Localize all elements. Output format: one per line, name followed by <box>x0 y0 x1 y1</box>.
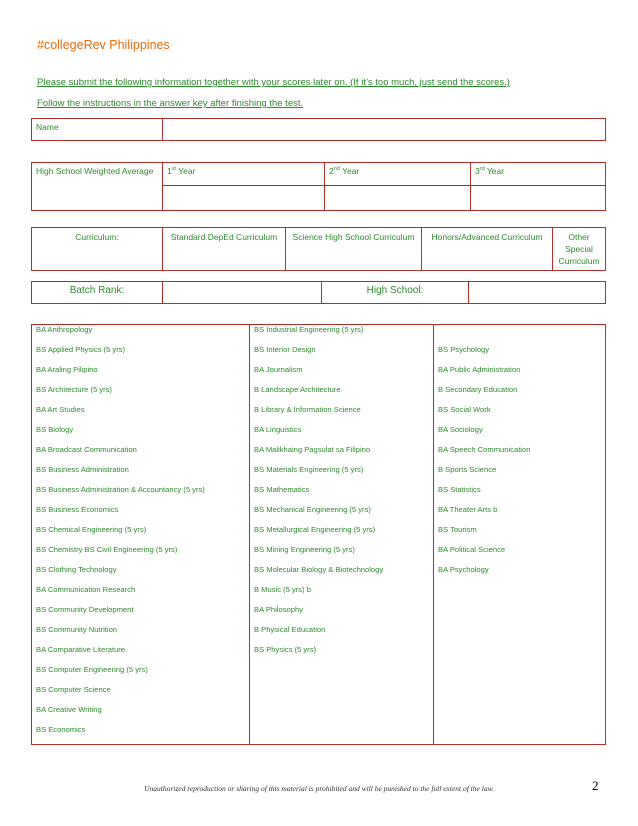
curriculum-option-honors[interactable]: Honors/Advanced Curriculum <box>422 228 553 271</box>
courses-table <box>31 324 606 745</box>
course-item: BS Community Nutrition <box>36 625 118 634</box>
course-item: BS Metallurgical Engineering (5 yrs) <box>254 525 376 534</box>
course-item: BS Architecture (5 yrs) <box>36 385 112 394</box>
course-item: BS Tourism <box>438 525 477 534</box>
course-item: BS Materials Engineering (5 yrs) <box>254 465 364 474</box>
instruction-answer-key: Follow the instructions in the answer key after finishing the test. <box>37 98 304 109</box>
course-item: B Sports Science <box>438 465 497 474</box>
high-school-field[interactable] <box>469 282 606 304</box>
course-item: BS Statistics <box>438 485 481 494</box>
course-item: BA Communication Research <box>36 585 136 594</box>
course-item: BA Sociology <box>438 425 483 434</box>
course-item: BA Philosophy <box>254 605 303 614</box>
course-item: BS Psychology <box>438 345 490 354</box>
course-item: BS Computer Science <box>36 685 111 694</box>
course-item: B Library & Information Science <box>254 405 361 414</box>
course-item: BA Public Administration <box>438 365 521 374</box>
document-title: #collegeRev Philippines <box>37 38 170 52</box>
name-label: Name <box>32 119 163 141</box>
course-item: B Physical Education <box>254 625 326 634</box>
course-item: BS Social Work <box>438 405 491 414</box>
curriculum-table <box>31 227 606 271</box>
courses-column-2 <box>250 325 434 745</box>
course-item: BS Business Administration <box>36 465 129 474</box>
course-item: BS Computer Engineering (5 yrs) <box>36 665 148 674</box>
course-item: BS Industrial Engineering (5 yrs) <box>254 325 364 334</box>
course-item: BS Biology <box>36 425 74 434</box>
course-item: BS Community Development <box>36 605 134 614</box>
curriculum-option-standard[interactable]: Standard DepEd Curriculum <box>163 228 286 271</box>
course-item: BS Interior Design <box>254 345 316 354</box>
name-table <box>31 118 606 141</box>
course-item: BS Physics (5 yrs) <box>254 645 317 654</box>
course-item: BA Psychology <box>438 565 489 574</box>
course-item: BS Chemical Engineering (5 yrs) <box>36 525 147 534</box>
year2-field[interactable] <box>325 186 471 211</box>
year3-field[interactable] <box>471 186 606 211</box>
course-item: BS Business Administration & Accountancy (5 yrs) <box>36 485 205 494</box>
high-school-label: High School: <box>322 282 469 304</box>
courses-column-3 <box>434 325 606 745</box>
hs-average-table <box>31 162 606 211</box>
curriculum-label: Curriculum: <box>32 228 163 271</box>
batch-rank-field[interactable] <box>163 282 322 304</box>
course-item: BA Comparative Literature <box>36 645 126 654</box>
page-number: 2 <box>592 778 599 793</box>
course-item: B Music (5 yrs) b <box>254 585 311 594</box>
instruction-submit: Please submit the following information together with your scores later on. (If it’s too much, just send the scores.) <box>37 77 510 88</box>
course-item: BA Anthropology <box>36 325 93 334</box>
course-item: BS Chemistry BS Civil Engineering (5 yrs) <box>36 545 178 554</box>
footer-disclaimer: Unauthorized reproduction or sharing of this material is prohibited and will be punished to the full extent of the law. <box>144 784 494 793</box>
year1-header: 1st Year <box>163 163 325 186</box>
course-item: BA Linguistics <box>254 425 302 434</box>
curriculum-option-science[interactable]: Science High School Curriculum <box>286 228 422 271</box>
name-field[interactable] <box>163 119 606 141</box>
course-item: BS Business Economics <box>36 505 119 514</box>
courses-column-1 <box>32 325 250 745</box>
year3-header: 3rd Year <box>471 163 606 186</box>
course-item: B Secondary Education <box>438 385 518 394</box>
course-item: BS Mathematics <box>254 485 310 494</box>
course-item: BA Creative Writing <box>36 705 102 714</box>
course-item: BA Art Studies <box>36 405 85 414</box>
course-item: BS Mining Engineering (5 yrs) <box>254 545 355 554</box>
batch-rank-label: Batch Rank: <box>32 282 163 304</box>
curriculum-option-other[interactable]: Other Special Curriculum <box>553 228 606 271</box>
course-item: BS Molecular Biology & Biotechnology <box>254 565 384 574</box>
course-item: BA Broadcast Communication <box>36 445 137 454</box>
batch-rank-table <box>31 281 606 304</box>
course-item: BA Araling Pilipino <box>36 365 98 374</box>
course-item: BA Journalism <box>254 365 303 374</box>
course-item: BS Clothing Technology <box>36 565 117 574</box>
course-item: BS Applied Physics (5 yrs) <box>36 345 126 354</box>
year1-field[interactable] <box>163 186 325 211</box>
hs-average-label: High School Weighted Average <box>32 163 163 211</box>
course-item: BA Theater Arts b <box>438 505 498 514</box>
course-item: BA Political Science <box>438 545 506 554</box>
course-item: BA Speech Communication <box>438 445 531 454</box>
course-item: BS Mechanical Engineering (5 yrs) <box>254 505 371 514</box>
course-item: BS Economics <box>36 725 86 734</box>
course-item: BA Malikhaing Pagsulat sa Filipino <box>254 445 371 454</box>
year2-header: 2nd Year <box>325 163 471 186</box>
course-item: B Landscape Architecture <box>254 385 341 394</box>
